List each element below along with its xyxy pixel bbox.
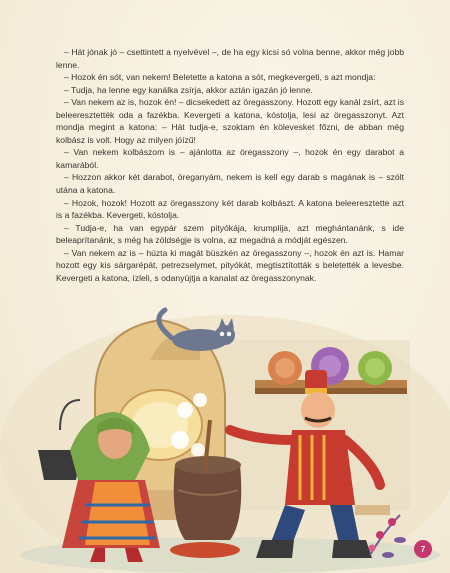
paragraph: – Hozok én sót, van nekem! Beletette a katona a sót, megkevergeti, s azt mondja: xyxy=(64,72,376,83)
paragraph: – Van nekem az is, hozok én! – dicsekedett az öregasszony. Hozott egy kanál zsírt, azt is beleeresztették oda a fazékba. Kevergeti a katona, kóstolja, lesi az öregasszonyt. Azt mondja megint a katona: – Hát tudja-e, szoktam én kölevesket főzni, de abban még kolbász is volt. Hogy az milyen jóízű! xyxy=(56,97,404,145)
paragraph: – Tudja-e, ha van egypár szem pityókája, krumplija, azt meghántanánk, s ide beleaprítanánk, s még ha zöldségje is volna, az megadná a módját egészen. xyxy=(56,222,404,246)
stool xyxy=(355,505,390,515)
page-number: 7 xyxy=(414,540,432,558)
story-illustration xyxy=(0,300,450,573)
paragraph: – Tudja, ha lenne egy kanálka zsírja, akkor aztán igazán jó lenne. xyxy=(64,84,313,95)
plate-shelf xyxy=(255,347,407,394)
paragraph: – Hozzon akkor két darabot, öreganyám, nekem is kell egy darab s magának is – szólt utána a katona. xyxy=(56,172,404,196)
story-text xyxy=(56,46,404,284)
paragraph: – Hozok, hozok! Hozott az öregasszony két darab kolbászt. A katona beleeresztette azt is a fazékba. Kevergeti, kóstolja. xyxy=(56,197,404,221)
paragraph: – Hát jónak jó – csettintett a nyelvével –, de ha egy kicsi só volna benne, akkor még jobb lenne. xyxy=(56,47,404,70)
paragraph: – Van nekem kolbászom is – ajánlotta az öregasszony –, hozok én egy darabot a kamarából. xyxy=(56,147,404,170)
paragraph: – Van nekem az is – húzta ki magát büszkén az öregasszony –, hozok én azt is. Hamar hozott egy kis sárgarépát, petrezselymet, pityókát, megtisztították s beletették a levesbe. Kevergeti a katona, ízleli, s odanyújtja a kanalat az öregasszonynak. xyxy=(56,247,404,283)
